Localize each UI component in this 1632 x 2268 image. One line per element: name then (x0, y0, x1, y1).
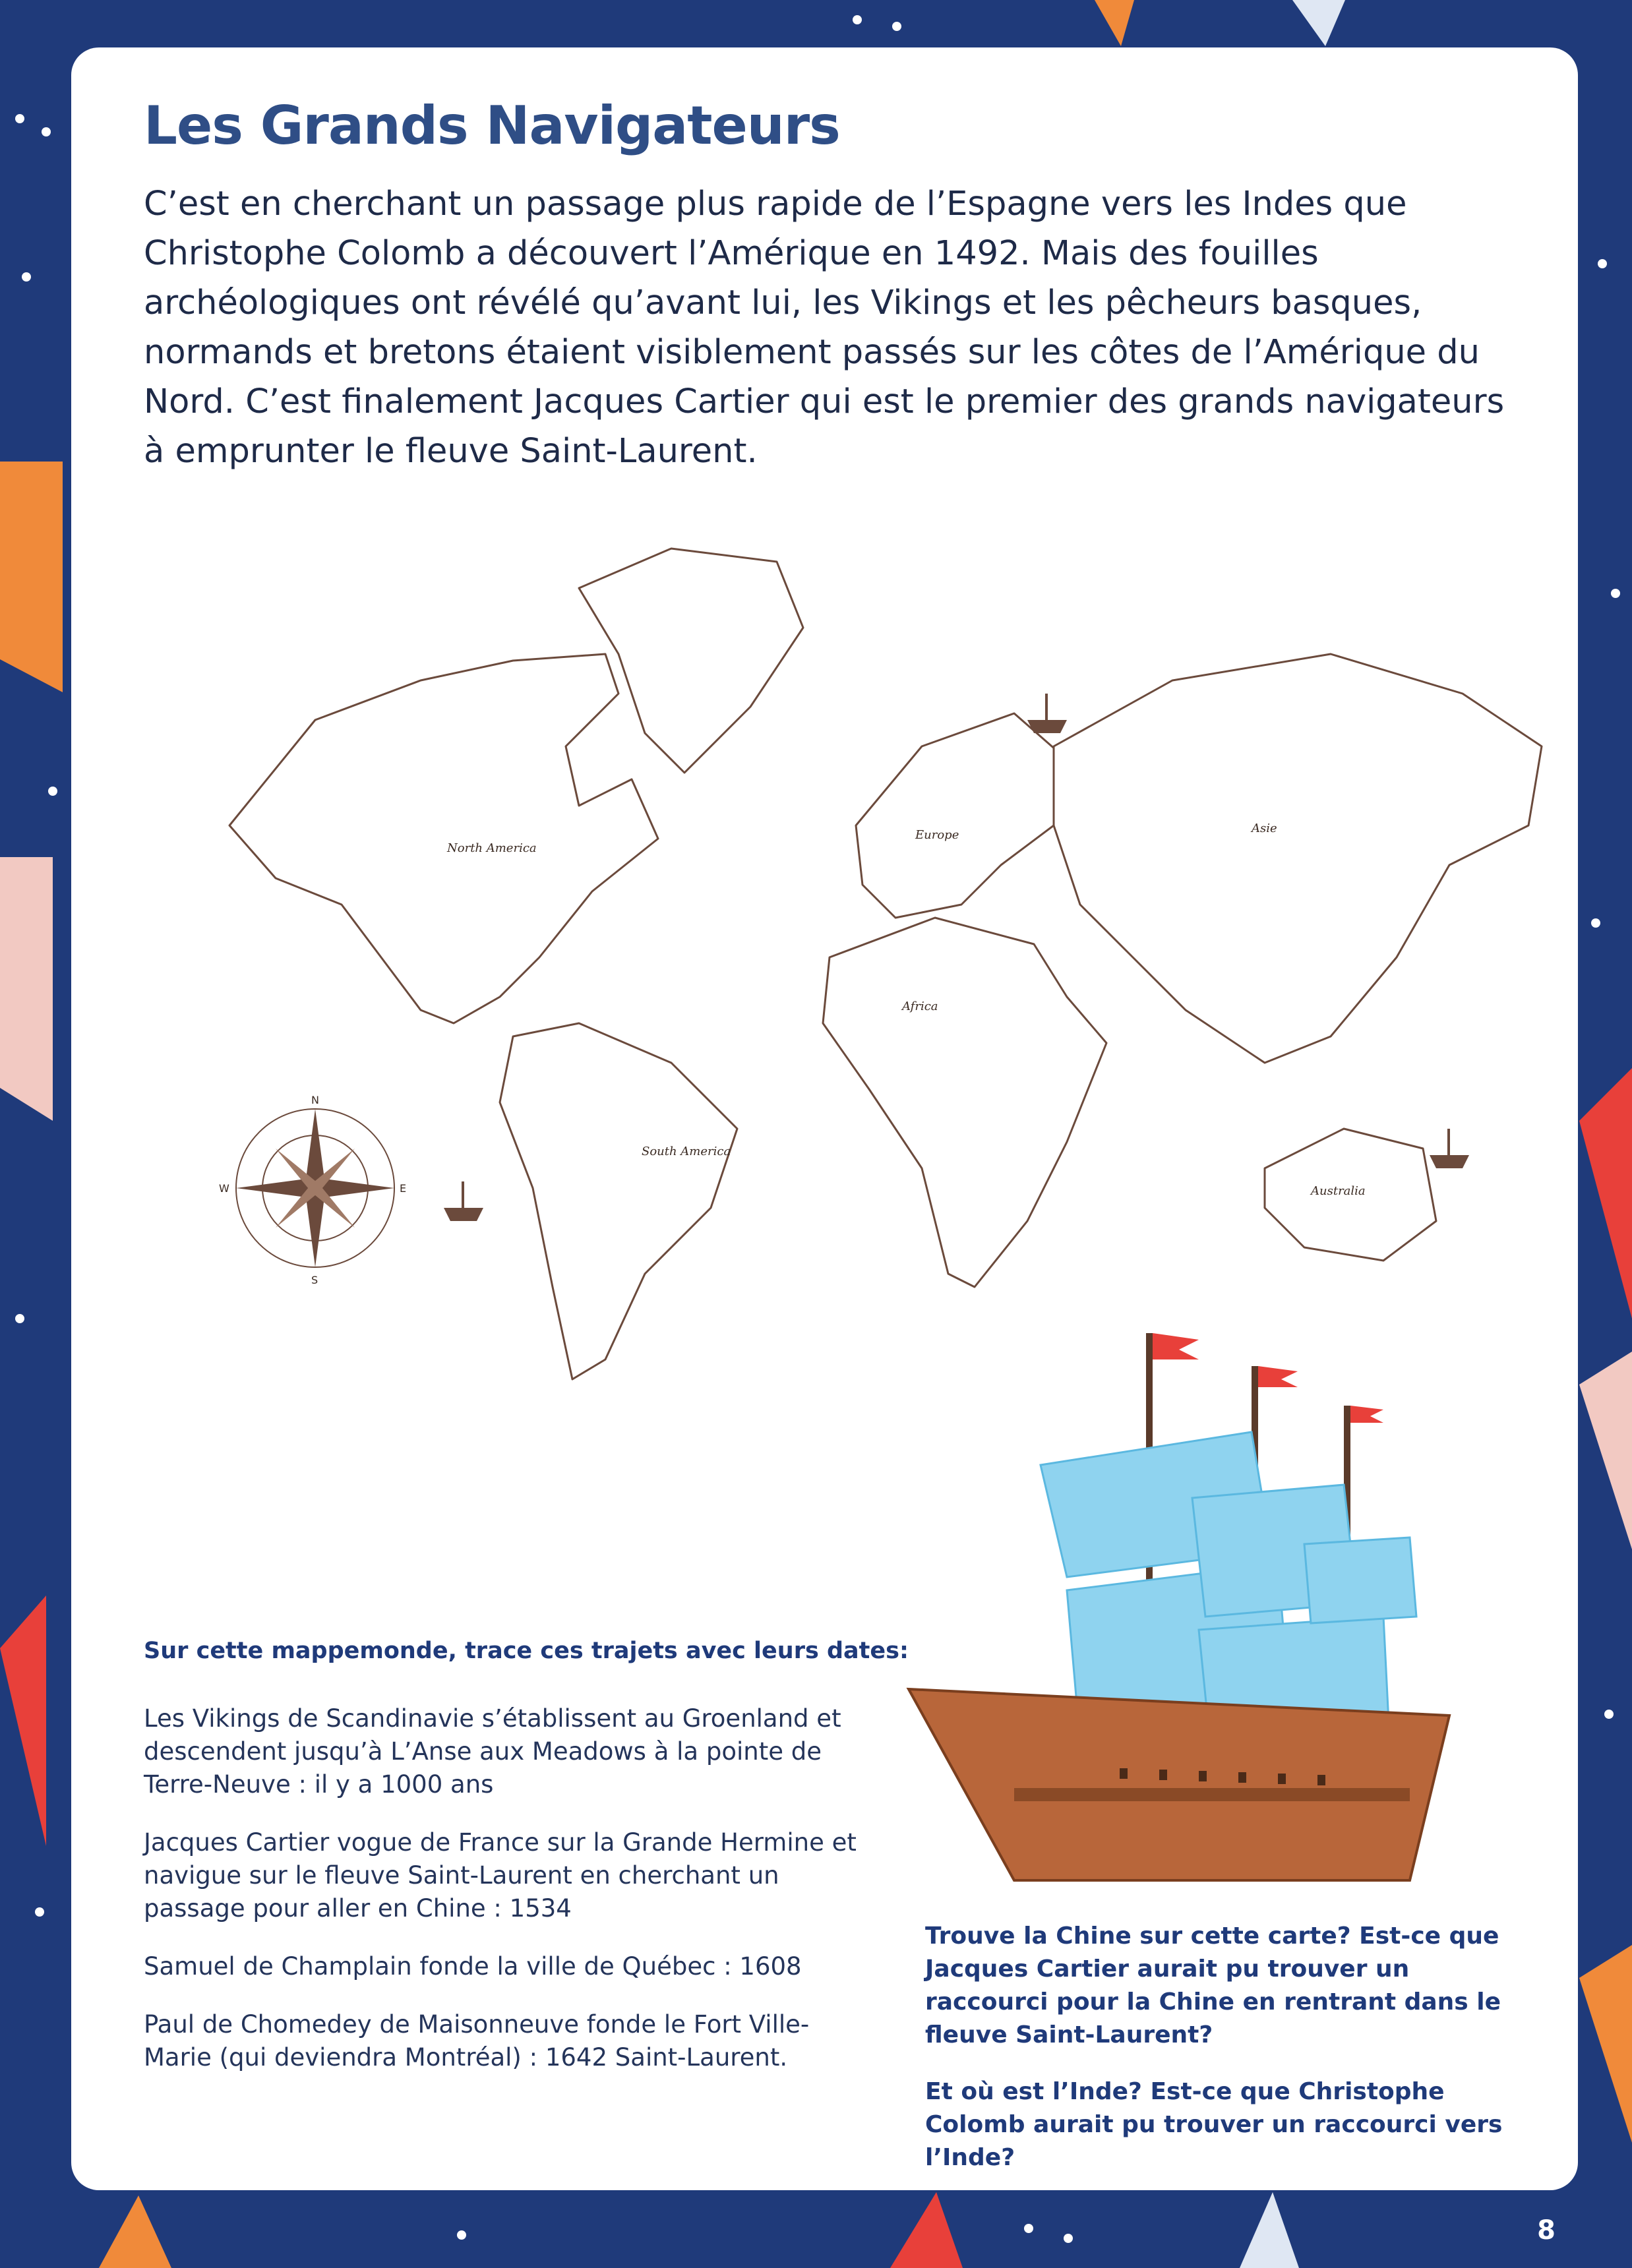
ship-hull (909, 1689, 1449, 1880)
list-item: Jacques Cartier vogue de France sur la Grande Hermine et navigue sur le fleuve Saint-Laurent en cherchant un passage pour aller en Chine : 1534 (144, 1828, 857, 1923)
compass-north: N (311, 1094, 319, 1106)
intro-paragraph: C’est en cherchant un passage plus rapide de l’Espagne vers les Indes que Christophe Colomb a découvert l’Amérique en 1492. Mais des fouilles archéologiques ont révélé qu’avant lui, les Vikings et les pêcheurs basques, normands et bretons étaient visiblement passés sur les côtes de l’Amérique du Nord. C’est finalement Jacques Cartier qui est le premier des grands navigateurs à emprunter le fleuve Saint-Laurent. (144, 185, 1505, 471)
map-label-asia: Asie (1252, 821, 1277, 835)
greenland-shape (579, 549, 803, 773)
europe-shape (856, 713, 1067, 918)
page-number: 8 (1537, 2215, 1556, 2246)
question-india: Et où est l’Inde? Est-ce que Christophe Colomb aurait pu trouver un raccourci vers l’Inde? (925, 2078, 1503, 2171)
africa-shape (823, 918, 1106, 1287)
compass-west: W (219, 1182, 229, 1195)
north-america-shape (229, 654, 658, 1023)
content-card (71, 47, 1578, 2190)
compass-rose-icon (219, 1094, 406, 1286)
list-item: Les Vikings de Scandinavie s’établissent au Groenland et descendent jusqu’à L’Anse aux Meadows à la pointe de Terre-Neuve : il y a 1000 ans (144, 1704, 841, 1799)
questions-block (925, 1920, 1538, 2190)
asia-shape (1054, 654, 1542, 1063)
map-label-north-america: North America (447, 841, 537, 855)
list-item: Paul de Chomedey de Maisonneuve fonde le Fort Ville-Marie (qui deviendra Montréal) : 1642 Saint-Laurent. (144, 2010, 810, 2072)
question-china: Trouve la Chine sur cette carte? Est-ce que Jacques Cartier aurait pu trouver un raccourci pour la Chine en rentrant dans le fleuve Saint-Laurent? (925, 1923, 1501, 2048)
map-label-africa: Africa (902, 1000, 938, 1013)
page-title: Les Grands Navigateurs (144, 95, 840, 156)
sailing-ship-illustration (882, 1287, 1476, 1913)
compass-east: E (400, 1182, 407, 1195)
map-label-south-america: South America (642, 1145, 731, 1158)
south-america-shape (500, 1023, 737, 1379)
compass-south: S (311, 1274, 318, 1286)
instructions-list (144, 1702, 876, 2099)
map-label-australia: Australia (1311, 1184, 1366, 1198)
map-label-europe: Europe (915, 828, 959, 842)
list-item: Samuel de Champlain fonde la ville de Québec : 1608 (144, 1952, 802, 1981)
instructions-title: Sur cette mappemonde, trace ces trajets avec leurs dates: (144, 1638, 909, 1664)
